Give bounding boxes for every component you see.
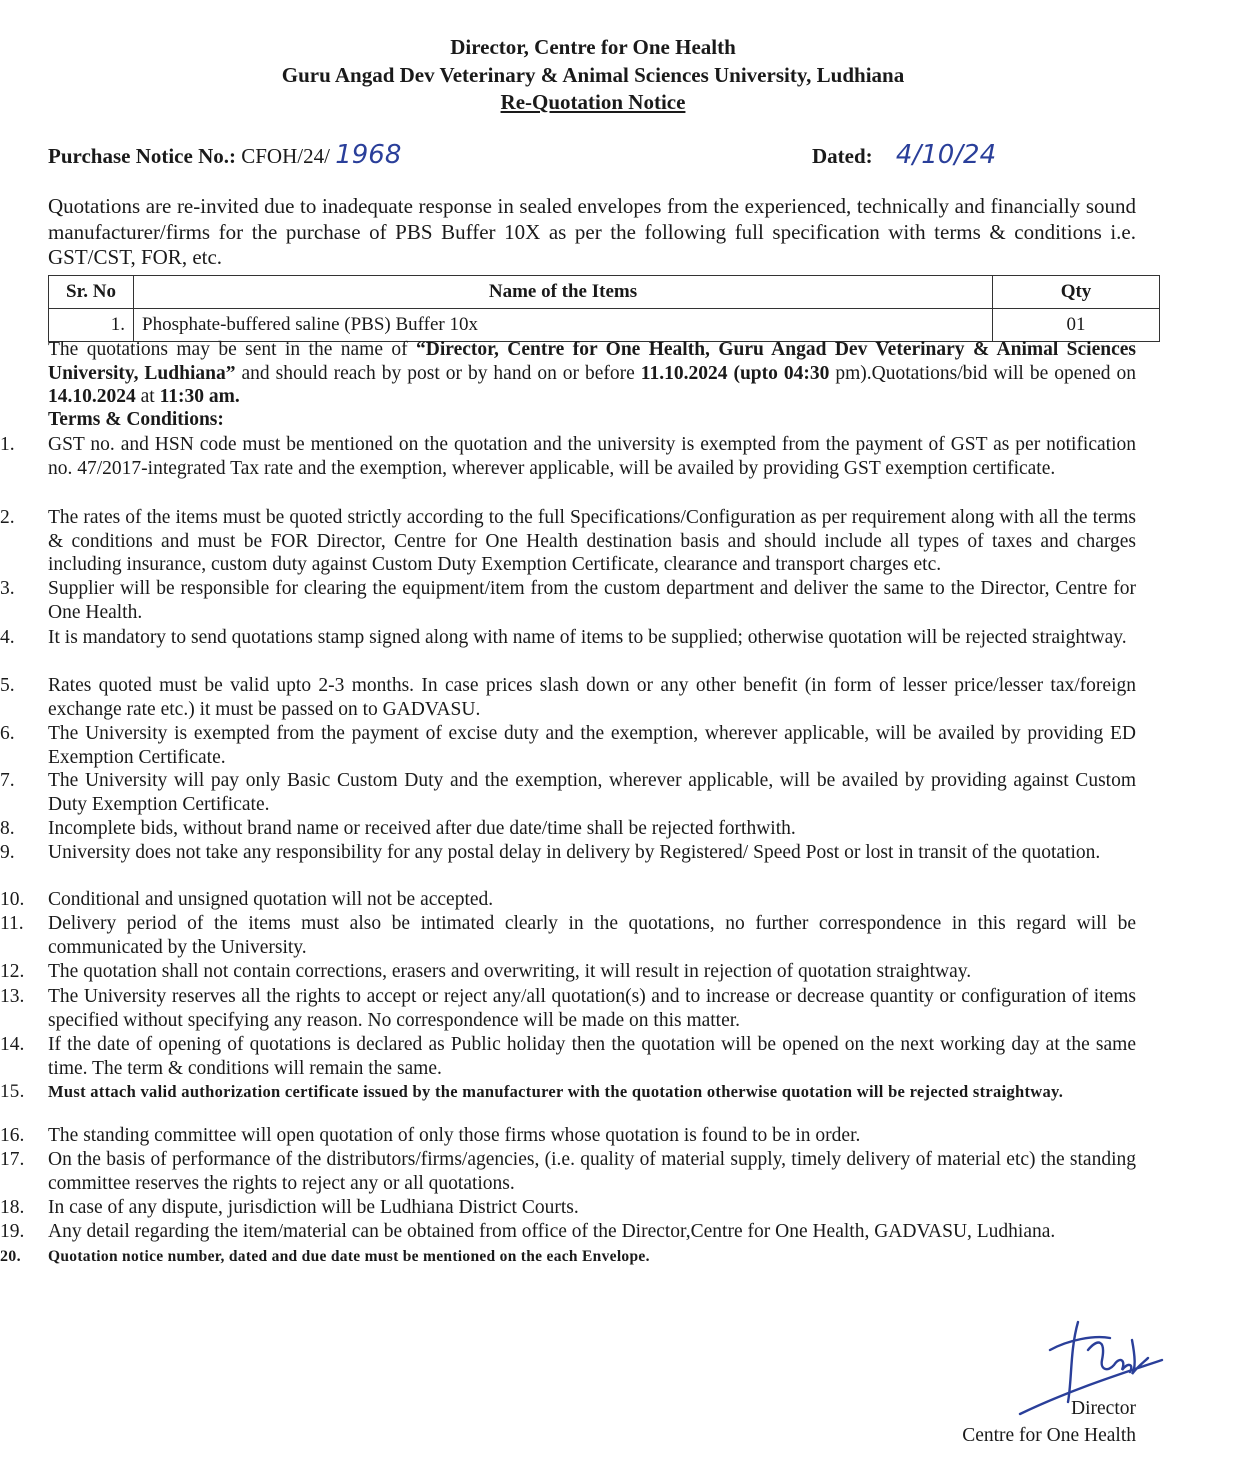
- term-text: Must attach valid authorization certificate issued by the manufacturer with the quotation otherwise quotation will be rejected straightway.: [48, 1082, 1064, 1101]
- term-text: The rates of the items must be quoted strictly according to the full Specifications/Configuration as per requirement along with all the terms & conditions and must be FOR Director, Centre for One Health destination basis and should include all types of taxes and charges including insurance, custom duty against Custom Duty Exemption Certificate, clearance and transport charges etc.: [48, 507, 1136, 575]
- term-text: Rates quoted must be valid upto 2-3 months. In case prices slash down or any other benefit (in form of lesser price/lesser tax/foreign exchange rate etc.) it must be passed on to GADVASU.: [48, 675, 1136, 720]
- term-item: [0, 1220, 1136, 1244]
- purchase-notice-label: Purchase Notice No.:: [48, 144, 236, 168]
- term-text: Any detail regarding the item/material can be obtained from office of the Director,Centre for One Health, GADVASU, Ludhiana.: [48, 1221, 1056, 1242]
- term-text: The University reserves all the rights to accept or reject any/all quotation(s) and to increase or decrease quantity or configuration of items specified without specifying any reason. No correspondence will be made on this matter.: [48, 986, 1136, 1031]
- term-text: Supplier will be responsible for clearing the equipment/item from the custom department and deliver the same to the Director, Centre for One Health.: [48, 578, 1136, 623]
- term-item: [0, 433, 1136, 480]
- dated-value: 4/10/24: [895, 140, 997, 170]
- signatory-title: Director: [1071, 1398, 1136, 1419]
- term-text: If the date of opening of quotations is declared as Public holiday then the quotation will be opened on the next working day at the same time. The term & conditions will remain the same.: [48, 1034, 1136, 1079]
- term-number: 9.: [0, 842, 15, 863]
- term-item: [0, 841, 1136, 865]
- term-item: [0, 1081, 1136, 1102]
- term-item: [0, 912, 1136, 959]
- cell-item-name: Phosphate-buffered saline (PBS) Buffer 10x: [134, 309, 993, 342]
- term-number: 20.: [0, 1248, 21, 1265]
- signatory-org: Centre for One Health: [962, 1425, 1136, 1446]
- term-number: 12.: [0, 961, 25, 982]
- term-number: 13.: [0, 986, 25, 1007]
- header-title: Director, Centre for One Health: [450, 35, 736, 59]
- intro-paragraph: Quotations are re-invited due to inadequate response in sealed envelopes from the experienced, technically and financially sound manufacturer/firms for the purchase of PBS Buffer 10X as per the following full specification with terms & conditions i.e. GST/CST, FOR, etc.: [48, 194, 1136, 269]
- term-number: 1.: [0, 434, 15, 455]
- term-number: 2.: [0, 507, 15, 528]
- term-number: 8.: [0, 818, 15, 839]
- term-number: 5.: [0, 675, 15, 696]
- term-text: On the basis of performance of the distributors/firms/agencies, (i.e. quality of material supply, timely delivery of material etc) the standing committee reserves the rights to reject any or all quotations.: [48, 1149, 1136, 1194]
- table-header-row: [49, 276, 1160, 309]
- term-item: [0, 577, 1136, 624]
- term-item: [0, 888, 1136, 912]
- term-number: 14.: [0, 1034, 25, 1055]
- para-opening-time: 11:30 am.: [159, 386, 240, 407]
- para-text: at: [135, 386, 160, 407]
- term-number: 19.: [0, 1221, 25, 1242]
- term-number: 3.: [0, 578, 15, 599]
- term-item: [0, 506, 1136, 577]
- para-text: The quotations may be sent in the name of: [48, 339, 417, 360]
- term-number: 17.: [0, 1149, 25, 1170]
- cell-sr-no: 1.: [49, 309, 134, 342]
- term-number: 4.: [0, 627, 15, 648]
- term-text: Incomplete bids, without brand name or received after due date/time shall be rejected forthwith.: [48, 818, 796, 839]
- term-item: [0, 985, 1136, 1032]
- term-text: GST no. and HSN code must be mentioned on the quotation and the university is exempted from the payment of GST as per notification no. 47/2017-integrated Tax rate and the exemption, wherever applicable, will be availed by providing GST exemption certificate.: [48, 434, 1136, 479]
- term-text: It is mandatory to send quotations stamp signed along with name of items to be supplied; otherwise quotation will be rejected straightway.: [48, 627, 1127, 648]
- term-number: 7.: [0, 770, 15, 791]
- cell-qty: 01: [993, 309, 1160, 342]
- term-item: [0, 960, 1136, 984]
- term-item: [0, 1245, 1136, 1269]
- submission-paragraph: [48, 338, 1136, 409]
- term-text: The standing committee will open quotation of only those firms whose quotation is found to be in order.: [48, 1125, 861, 1146]
- items-table: [48, 275, 1160, 342]
- term-text: Conditional and unsigned quotation will not be accepted.: [48, 889, 494, 910]
- term-text: Delivery period of the items must also be intimated clearly in the quotations, no further correspondence in this regard will be communicated by the University.: [48, 913, 1136, 958]
- header-qty: Qty: [993, 276, 1160, 309]
- term-text: The quotation shall not contain corrections, erasers and overwriting, it will result in rejection of quotation straightway.: [48, 961, 972, 982]
- header-notice-type: Re-Quotation Notice: [500, 90, 686, 114]
- term-number: 10.: [0, 889, 25, 910]
- purchase-notice-number: 1968: [335, 140, 402, 170]
- term-number: 11.: [0, 913, 24, 934]
- term-item: [0, 769, 1136, 816]
- purchase-notice-prefix: CFOH/24/: [241, 144, 330, 168]
- term-text: Quotation notice number, dated and due date must be mentioned on the each Envelope.: [48, 1248, 650, 1265]
- term-item: [0, 1033, 1136, 1080]
- term-text: The University is exempted from the payment of excise duty and the exemption, wherever applicable, will be availed by providing ED Exemption Certificate.: [48, 723, 1136, 768]
- table-row: [49, 309, 1160, 342]
- term-text: In case of any dispute, jurisdiction will be Ludhiana District Courts.: [48, 1197, 579, 1218]
- terms-title: Terms & Conditions:: [48, 409, 224, 430]
- term-number: 15.: [0, 1081, 25, 1102]
- term-number: 6.: [0, 723, 15, 744]
- term-text: The University will pay only Basic Custom Duty and the exemption, wherever applicable, will be availed by providing against Custom Duty Exemption Certificate.: [48, 770, 1136, 815]
- dated-label: Dated:: [812, 144, 873, 168]
- term-item: [0, 817, 1136, 841]
- term-number: 16.: [0, 1125, 25, 1146]
- term-item: [0, 1196, 1136, 1220]
- purchase-notice: [48, 140, 401, 170]
- term-item: [0, 626, 1136, 650]
- dated: [812, 140, 996, 170]
- para-addressee: “Director, Centre for One Health, Guru Angad Dev Veterinary & Animal Sciences University, Ludhiana”: [48, 339, 1136, 384]
- header-university: Guru Angad Dev Veterinary & Animal Sciences University, Ludhiana: [281, 63, 905, 87]
- term-item: [0, 1124, 1136, 1148]
- para-text: pm).Quotations/bid will be opened on: [829, 362, 1136, 384]
- term-item: [0, 1148, 1136, 1195]
- para-due-date: 11.10.2024 (upto 04:30: [640, 362, 830, 384]
- para-opening-date: 14.10.2024: [48, 386, 136, 407]
- header-item-name: Name of the Items: [134, 276, 993, 309]
- header-sr-no: Sr. No: [49, 276, 134, 309]
- term-number: 18.: [0, 1197, 25, 1218]
- term-item: [0, 722, 1136, 769]
- term-text: University does not take any responsibility for any postal delay in delivery by Registered/ Speed Post or lost in transit of the quotation.: [48, 842, 1101, 863]
- term-item: [0, 674, 1136, 721]
- para-text: and should reach by post or by hand on or before: [235, 362, 641, 384]
